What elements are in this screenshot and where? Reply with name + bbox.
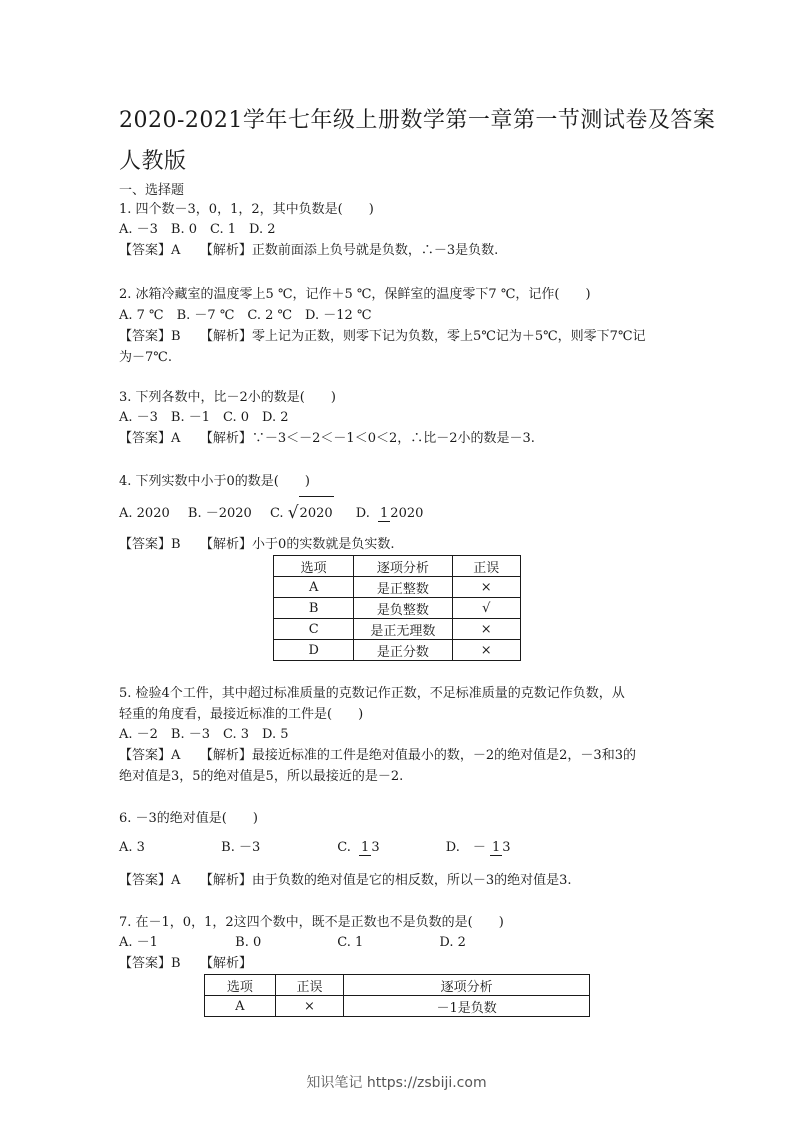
- option-c: C. 1: [337, 935, 364, 950]
- question-3-answer: 【答案】A 【解析】∵－3＜－2＜－1＜0＜2，∴比－2小的数是－3.: [119, 431, 535, 446]
- table-cell: D: [274, 640, 354, 661]
- table-cell: A: [274, 577, 354, 598]
- numerator: 1: [491, 839, 501, 855]
- header-cell: 正误: [275, 975, 344, 996]
- table-row: [274, 640, 521, 661]
- question-5-options: A. －2 B. －3 C. 3 D. 5: [119, 727, 289, 742]
- option-d: D. 2: [439, 935, 466, 950]
- table-cell: B: [274, 598, 354, 619]
- denominator: 2020: [390, 505, 424, 521]
- table-cell: 是正分数: [354, 640, 452, 661]
- question-5-stem-line2: 轻重的角度看，最接近标准的工件是( ): [119, 707, 364, 722]
- question-5-stem-line1: 5. 检验4个工件，其中超过标准质量的克数记作正数，不足标准质量的克数记作负数，从: [119, 686, 625, 701]
- question-5-answer-line1: 【答案】A 【解析】最接近标准的工件是绝对值最小的数，－2的绝对值是2，－3和3的: [119, 748, 636, 763]
- header-cell: 逐项分析: [344, 975, 590, 996]
- table-cell: A: [205, 996, 276, 1017]
- question-4-answer: 【答案】B 【解析】小于0的实数就是负实数.: [119, 537, 395, 552]
- table-row: [274, 598, 521, 619]
- denominator: 3: [502, 839, 511, 855]
- radicand: 2020: [299, 496, 334, 531]
- question-7-options: [119, 935, 466, 951]
- question-6-options: [119, 831, 511, 865]
- question-1-options: A. －3 B. 0 C. 1 D. 2: [119, 222, 276, 237]
- fraction: [378, 506, 423, 522]
- table-row: [205, 996, 590, 1017]
- numerator: 1: [380, 505, 389, 521]
- question-2-options: A. 7 ℃ B. －7 ℃ C. 2 ℃ D. －12 ℃: [119, 308, 372, 323]
- option-c-label: C.: [337, 840, 351, 855]
- fraction: [359, 840, 380, 856]
- option-a: A. 2020: [119, 506, 170, 521]
- table-header-row: [274, 556, 521, 577]
- question-1-answer: 【答案】A 【解析】正数前面添上负号就是负数，∴－3是负数.: [119, 243, 499, 258]
- numerator: 1: [361, 839, 370, 855]
- page-title: 2020-2021学年七年级上册数学第一章第一节测试卷及答案: [119, 108, 716, 133]
- page-subtitle: 人教版: [119, 149, 187, 174]
- table-cell: ×: [452, 577, 520, 598]
- question-6-answer: 【答案】A 【解析】由于负数的绝对值是它的相反数，所以－3的绝对值是3.: [119, 873, 572, 888]
- option-a: A. －1: [119, 935, 158, 950]
- header-cell: 正误: [452, 556, 520, 577]
- footer-watermark: 知识笔记 https://zsbiji.com: [306, 1075, 487, 1091]
- question-7-stem: 7. 在－1，0，1，2这四个数中，既不是正数也不是负数的是( ): [119, 915, 504, 930]
- table-row: [274, 577, 521, 598]
- table-cell: 是正无理数: [354, 619, 452, 640]
- table-cell: ×: [452, 640, 520, 661]
- option-d-label: D.: [355, 506, 370, 521]
- question-3-options: A. －3 B. －1 C. 0 D. 2: [119, 410, 289, 425]
- header-cell: 选项: [274, 556, 354, 577]
- question-4-options: [119, 496, 423, 530]
- denominator: 3: [371, 839, 380, 855]
- question-1-stem: 1. 四个数－3，0，1，2，其中负数是( ): [119, 202, 374, 217]
- option-b: B. 0: [235, 935, 262, 950]
- header-cell: 选项: [205, 975, 276, 996]
- table-row: [274, 619, 521, 640]
- option-b: B. －2020: [187, 506, 252, 521]
- header-cell: 逐项分析: [354, 556, 452, 577]
- question-7-answer: 【答案】B 【解析】: [119, 956, 253, 971]
- radical-sign: √: [287, 503, 299, 523]
- question-7-table: [204, 974, 590, 1017]
- option-c-label: C.: [269, 506, 284, 521]
- table-cell: C: [274, 619, 354, 640]
- question-6-stem: 6. －3的绝对值是( ): [119, 811, 258, 826]
- option-d-label: D. －: [445, 840, 486, 855]
- table-header-row: [205, 975, 590, 996]
- question-3-stem: 3. 下列各数中，比－2小的数是( ): [119, 390, 336, 405]
- sqrt-expression: [288, 496, 334, 531]
- question-2-answer-line2: 为－7℃.: [119, 350, 172, 365]
- table-cell: √: [452, 598, 520, 619]
- question-2-stem: 2. 冰箱冷藏室的温度零上5 ℃，记作＋5 ℃，保鲜室的温度零下7 ℃，记作( ): [119, 287, 591, 302]
- table-cell: －1是负数: [344, 996, 590, 1017]
- fraction: [490, 840, 511, 856]
- option-b: B. －3: [221, 840, 261, 855]
- section-heading: 一、选择题: [119, 183, 185, 198]
- table-cell: 是正整数: [354, 577, 452, 598]
- table-cell: ×: [452, 619, 520, 640]
- question-5-answer-line2: 绝对值是3，5的绝对值是5，所以最接近的是－2.: [119, 769, 404, 784]
- option-a: A. 3: [119, 840, 145, 855]
- table-cell: 是负整数: [354, 598, 452, 619]
- question-2-answer-line1: 【答案】B 【解析】零上记为正数，则零下记为负数，零上5℃记为＋5℃，则零下7℃记: [119, 329, 646, 344]
- table-cell: ×: [275, 996, 344, 1017]
- question-4-stem: 4. 下列实数中小于0的数是( ): [119, 474, 310, 489]
- question-4-table: [273, 555, 521, 661]
